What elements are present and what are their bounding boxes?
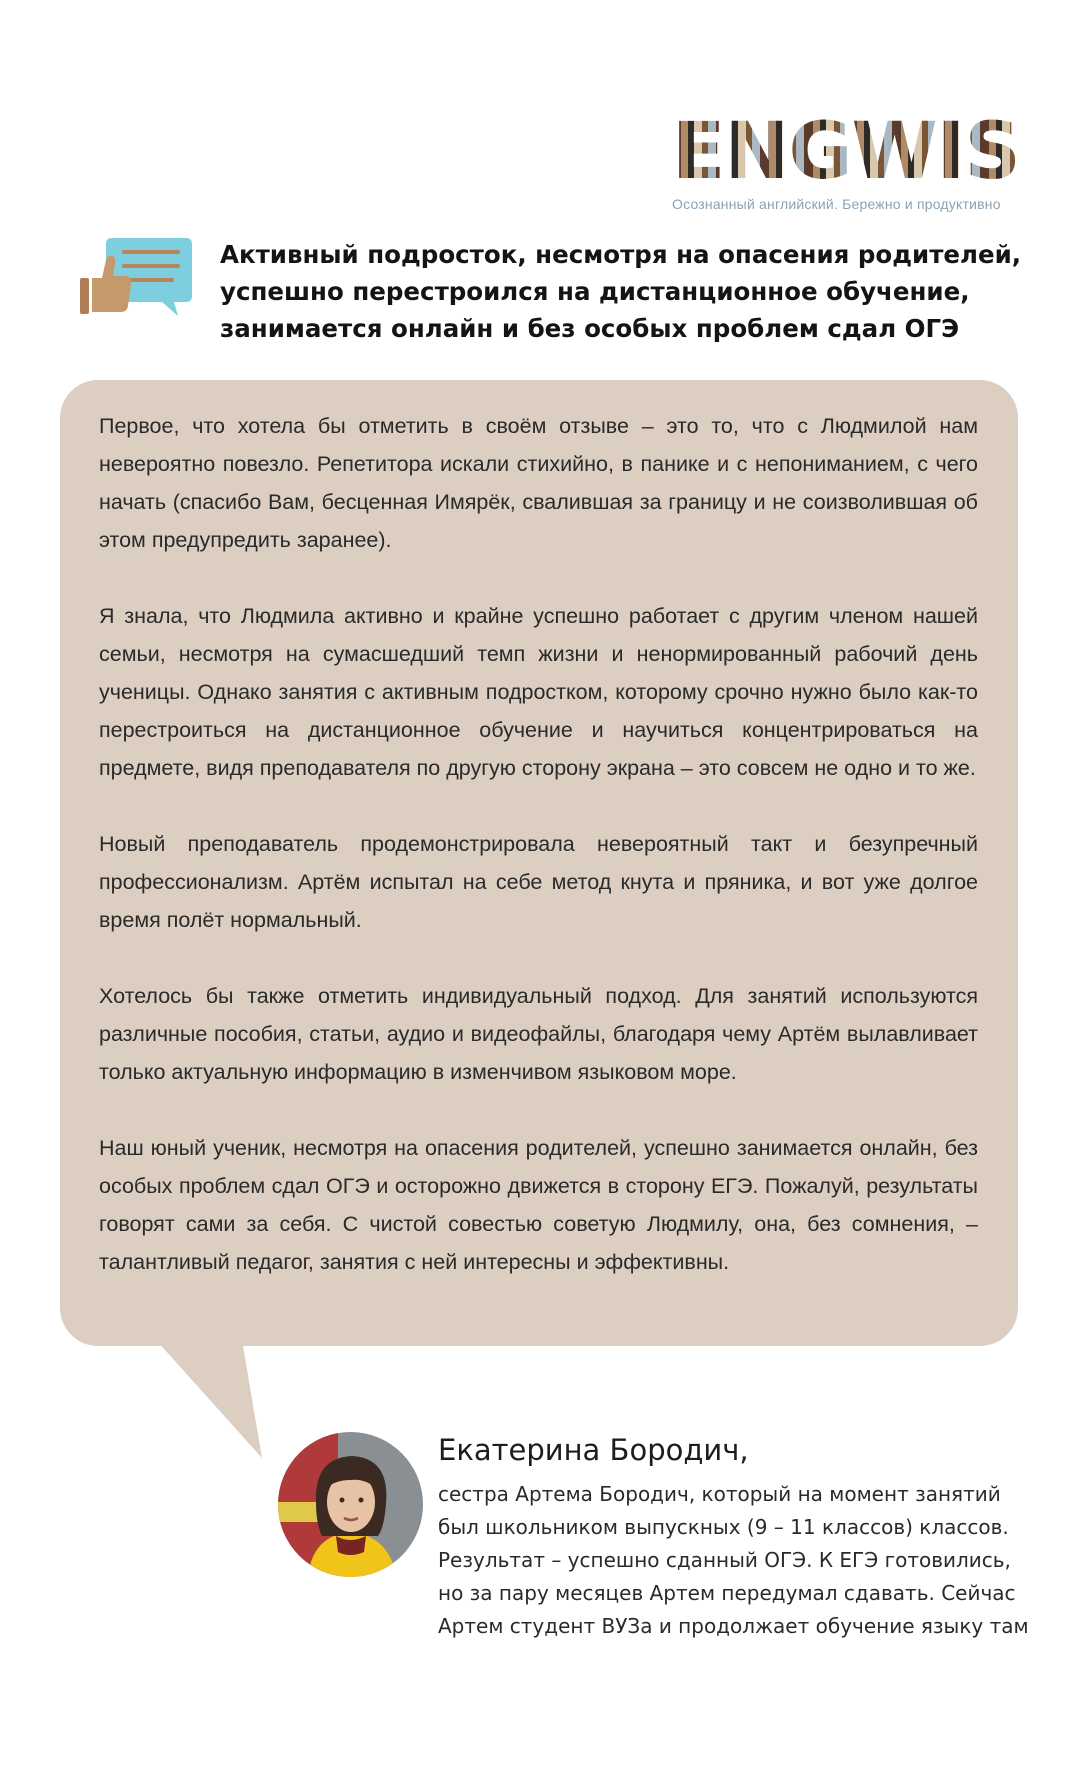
review-text — [99, 407, 978, 1319]
logo-tagline: Осознанный английский. Бережно и продуктивно — [672, 196, 1001, 212]
speech-bubble-tail — [150, 1340, 270, 1460]
logo-wordmark: ENGWISE — [672, 107, 1073, 197]
headline-line: успешно перестроился на дистанционное обучение, — [220, 277, 970, 306]
review-paragraph: Первое, что хотела бы отметить в своём отзыве – это то, что с Людмилой нам невероятно повезло. Репетитора искали стихийно, в панике и с непониманием, с чего начать (спасибо Вам, бесценная Имярёк, свалившая за границу и не соизволившая об этом предупредить заранее). — [99, 414, 978, 552]
review-headline — [220, 236, 1022, 347]
review-paragraph: Хотелось бы также отметить индивидуальный подход. Для занятий используются различные пособия, статьи, аудио и видеофайлы, благодаря чему Артём вылавливает только актуальную информацию в изменчивом языковом море. — [99, 984, 978, 1084]
author-desc-line: но за пару месяцев Артем передумал сдавать. Сейчас — [438, 1581, 1016, 1605]
review-paragraph: Я знала, что Людмила активно и крайне успешно работает с другим членом нашей семьи, несмотря на сумасшедший темп жизни и ненормированный рабочий день ученицы. Однако занятия с активным подростком, которому срочно нужно было как-то перестроиться на дистанционное обучение и научиться концентрироваться на предмете, видя преподавателя по другую сторону экрана – это совсем не одно и то же. — [99, 604, 978, 780]
headline-line: Активный подросток, несмотря на опасения родителей, — [220, 240, 1022, 269]
brand-logo — [672, 107, 1073, 212]
thumbs-up-chat-icon — [78, 234, 196, 318]
author-description — [438, 1478, 1038, 1643]
author-desc-line: сестра Артема Бородич, который на момент занятий — [438, 1482, 1001, 1506]
author-desc-line: Артем студент ВУЗа и продолжает обучение языку там — [438, 1614, 1029, 1638]
review-paragraph: Новый преподаватель продемонстрировала невероятный такт и безупречный профессионализм. Артём испытал на себе метод кнута и пряника, и вот уже долгое время полёт нормальный. — [99, 832, 978, 932]
review-paragraph: Наш юный ученик, несмотря на опасения родителей, успешно занимается онлайн, без особых проблем сдал ОГЭ и осторожно движется в сторону ЕГЭ. Пожалуй, результаты говорят сами за себя. С чистой совестью советую Людмилу, она, без сомнения, – талантливый педагог, занятия с ней интересны и эффективны. — [99, 1136, 978, 1274]
author-desc-line: был школьником выпускных (9 – 11 классов) классов. — [438, 1515, 1009, 1539]
headline-line: занимается онлайн и без особых проблем сдал ОГЭ — [220, 314, 960, 343]
author-desc-line: Результат – успешно сданный ОГЭ. К ЕГЭ готовились, — [438, 1548, 1011, 1572]
author-name: Екатерина Бородич, — [438, 1433, 749, 1467]
avatar — [278, 1432, 423, 1577]
